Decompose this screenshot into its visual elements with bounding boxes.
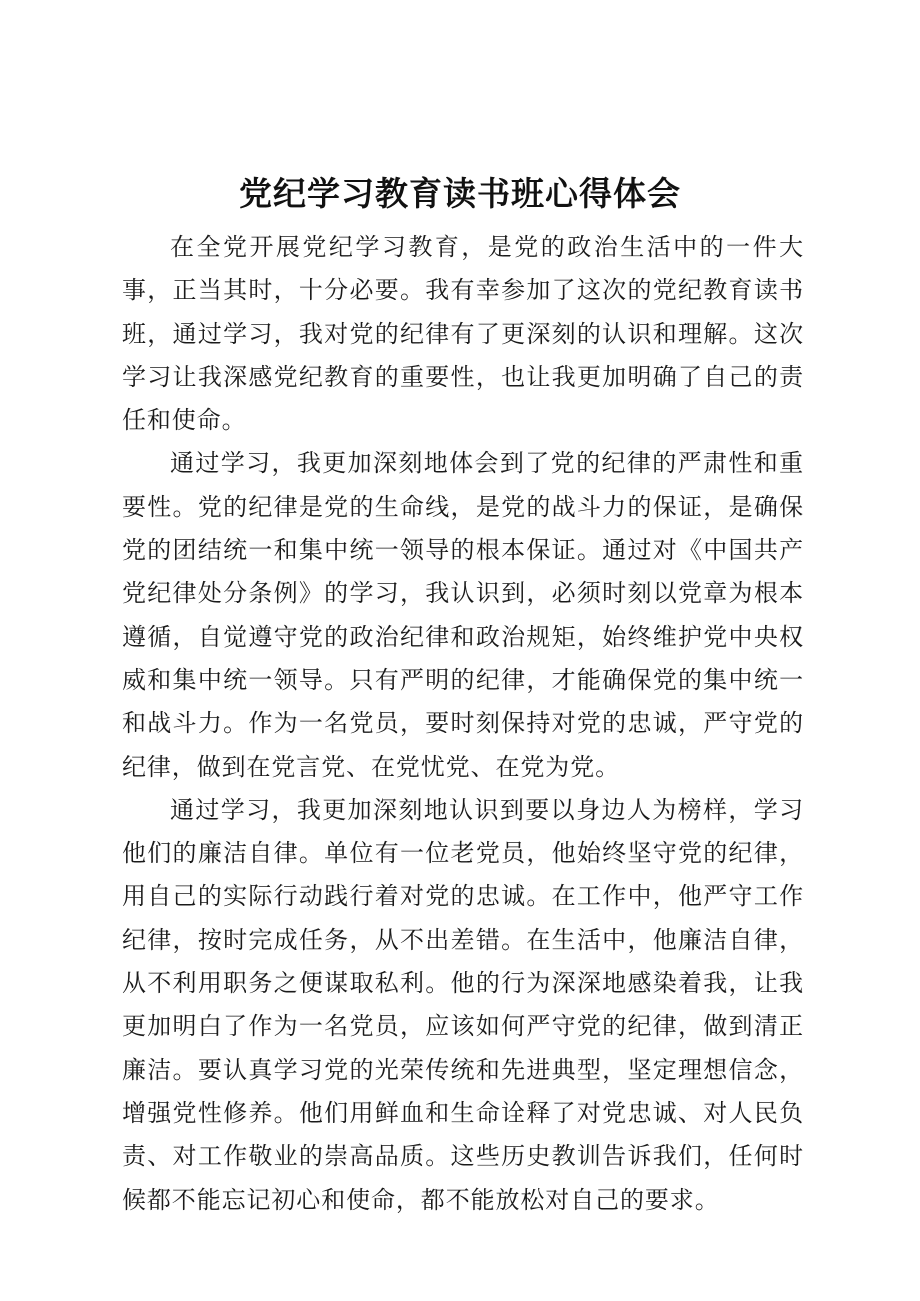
paragraph-1: 在全党开展党纪学习教育，是党的政治生活中的一件大事，正当其时，十分必要。我有幸参加了这次的党纪教育读书班，通过学习，我对党的纪律有了更深刻的认识和理解。这次学习让我深感党纪教育的重要性，也让我更加明确了自己的责任和使命。 — [122, 233, 804, 435]
paragraph-3: 通过学习，我更加深刻地认识到要以身边人为榜样，学习他们的廉洁自律。单位有一位老党员，他始终坚守党的纪律，用自己的实际行动践行着对党的忠诚。在工作中，他严守工作纪律，按时完成任务，从不出差错。在生活中，他廉洁自律，从不利用职务之便谋取私利。他的行为深深地感染着我，让我更加明白了作为一名党员，应该如何严守党的纪律，做到清正廉洁。要认真学习党的光荣传统和先进典型，坚定理想信念，增强党性修养。他们用鲜血和生命诠释了对党忠诚、对人民负责、对工作敬业的崇高品质。这些历史教训告诉我们，任何时候都不能忘记初心和使命，都不能放松对自己的要求。 — [122, 795, 804, 1214]
paragraph-2: 通过学习，我更加深刻地体会到了党的纪律的严肃性和重要性。党的纪律是党的生命线，是党的战斗力的保证，是确保党的团结统一和集中统一领导的根本保证。通过对《中国共产党纪律处分条例》的学习，我认识到，必须时刻以党章为根本遵循，自觉遵守党的政治纪律和政治规矩，始终维护党中央权威和集中统一领导。只有严明的纪律，才能确保党的集中统一和战斗力。作为一名党员，要时刻保持对党的忠诚，严守党的纪律，做到在党言党、在党忧党、在党为党。 — [122, 449, 804, 781]
document-body — [122, 226, 804, 1222]
document-title: 党纪学习教育读书班心得体会 — [239, 174, 681, 213]
